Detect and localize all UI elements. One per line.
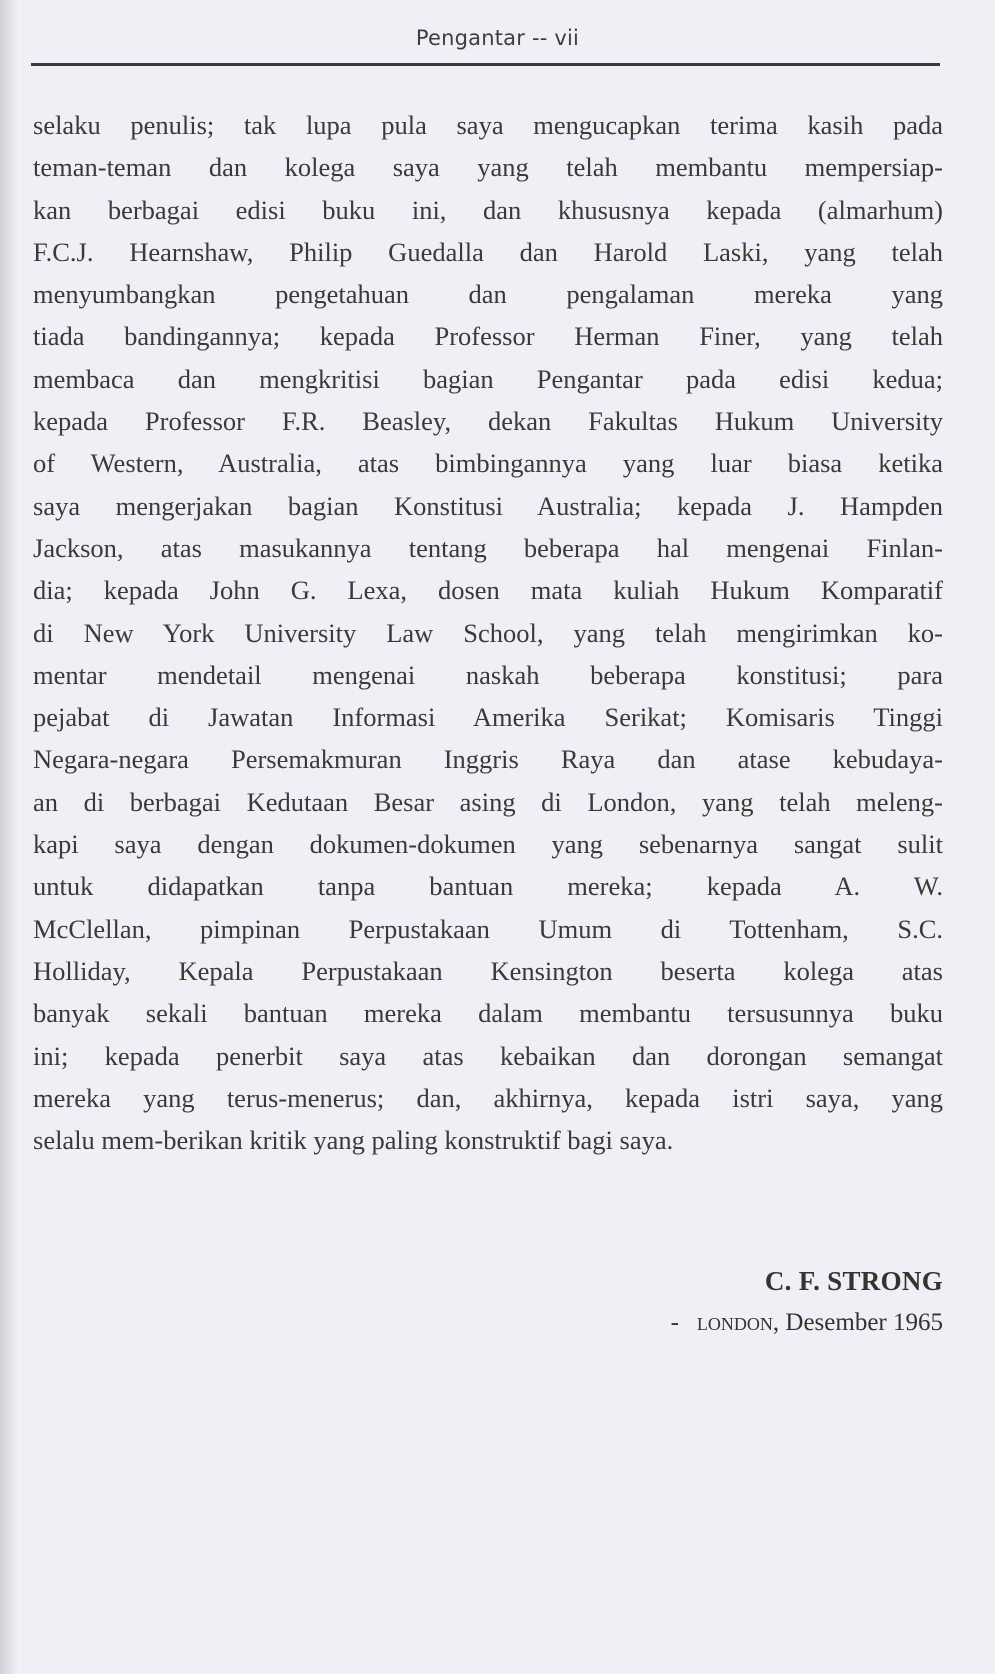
text-line: tiada bandingannya; kepada Professor Herman Finer, yang telah (33, 321, 943, 352)
body-paragraph (33, 104, 943, 1161)
text-line: di New York University Law School, yang telah mengirimkan ko- (33, 617, 943, 648)
text-line: an di berbagai Kedutaan Besar asing di London, yang telah meleng- (33, 786, 943, 817)
place-date (671, 1309, 943, 1337)
place: london (696, 1309, 773, 1336)
text-line: kapi saya dengan dokumen-dokumen yang sebenarnya sangat sulit (33, 829, 943, 860)
author-signature: C. F. STRONG (764, 1266, 943, 1296)
text-line: F.C.J. Hearnshaw, Philip Guedalla dan Harold Laski, yang telah (33, 236, 943, 267)
text-line: membaca dan mengkritisi bagian Pengantar pada edisi kedua; (33, 363, 943, 394)
text-line-last: selalu mem-berikan kritik yang paling konstruktif bagi saya. (33, 1125, 674, 1156)
text-line: menyumbangkan pengetahuan dan pengalaman mereka yang (33, 279, 943, 310)
header-rule (31, 63, 940, 66)
text-line: McClellan, pimpinan Perpustakaan Umum di Tottenham, S.C. (33, 913, 943, 944)
text-line: mentar mendetail mengenai naskah beberapa konstitusi; para (33, 659, 943, 690)
text-line: saya mengerjakan bagian Konstitusi Australia; kepada J. Hampden (33, 490, 943, 521)
text-line: ini; kepada penerbit saya atas kebaikan dan dorongan semangat (33, 1040, 943, 1071)
text-line: Negara-negara Persemakmuran Inggris Raya dan atase kebudaya- (33, 744, 943, 775)
page-gutter-shadow (0, 0, 18, 1674)
text-line: banyak sekali bantuan mereka dalam membantu tersusunnya buku (33, 998, 943, 1029)
text-line: teman-teman dan kolega saya yang telah membantu mempersiap- (33, 152, 943, 183)
text-line: pejabat di Jawatan Informasi Amerika Serikat; Komisaris Tinggi (33, 702, 943, 733)
text-line: dia; kepada John G. Lexa, dosen mata kuliah Hukum Komparatif (33, 575, 943, 606)
running-header: Pengantar -- vii (415, 26, 580, 50)
text-line: of Western, Australia, atas bimbingannya yang luar biasa ketika (33, 448, 943, 479)
date: , Desember 1965 (772, 1309, 943, 1336)
text-line: Jackson, atas masukannya tentang beberapa hal mengenai Finlan- (33, 532, 943, 563)
text-line: selaku penulis; tak lupa pula saya mengucapkan terima kasih pada (33, 110, 943, 140)
text-line: mereka yang terus-menerus; dan, akhirnya, kepada istri saya, yang (33, 1082, 943, 1113)
dash: - (670, 1309, 679, 1336)
text-line: kan berbagai edisi buku ini, dan khususnya kepada (almarhum) (33, 194, 943, 225)
text-line: Holliday, Kepala Perpustakaan Kensington beserta kolega atas (33, 955, 943, 986)
text-line: kepada Professor F.R. Beasley, dekan Fakultas Hukum University (33, 406, 943, 437)
text-line: untuk didapatkan tanpa bantuan mereka; kepada A. W. (33, 871, 943, 902)
